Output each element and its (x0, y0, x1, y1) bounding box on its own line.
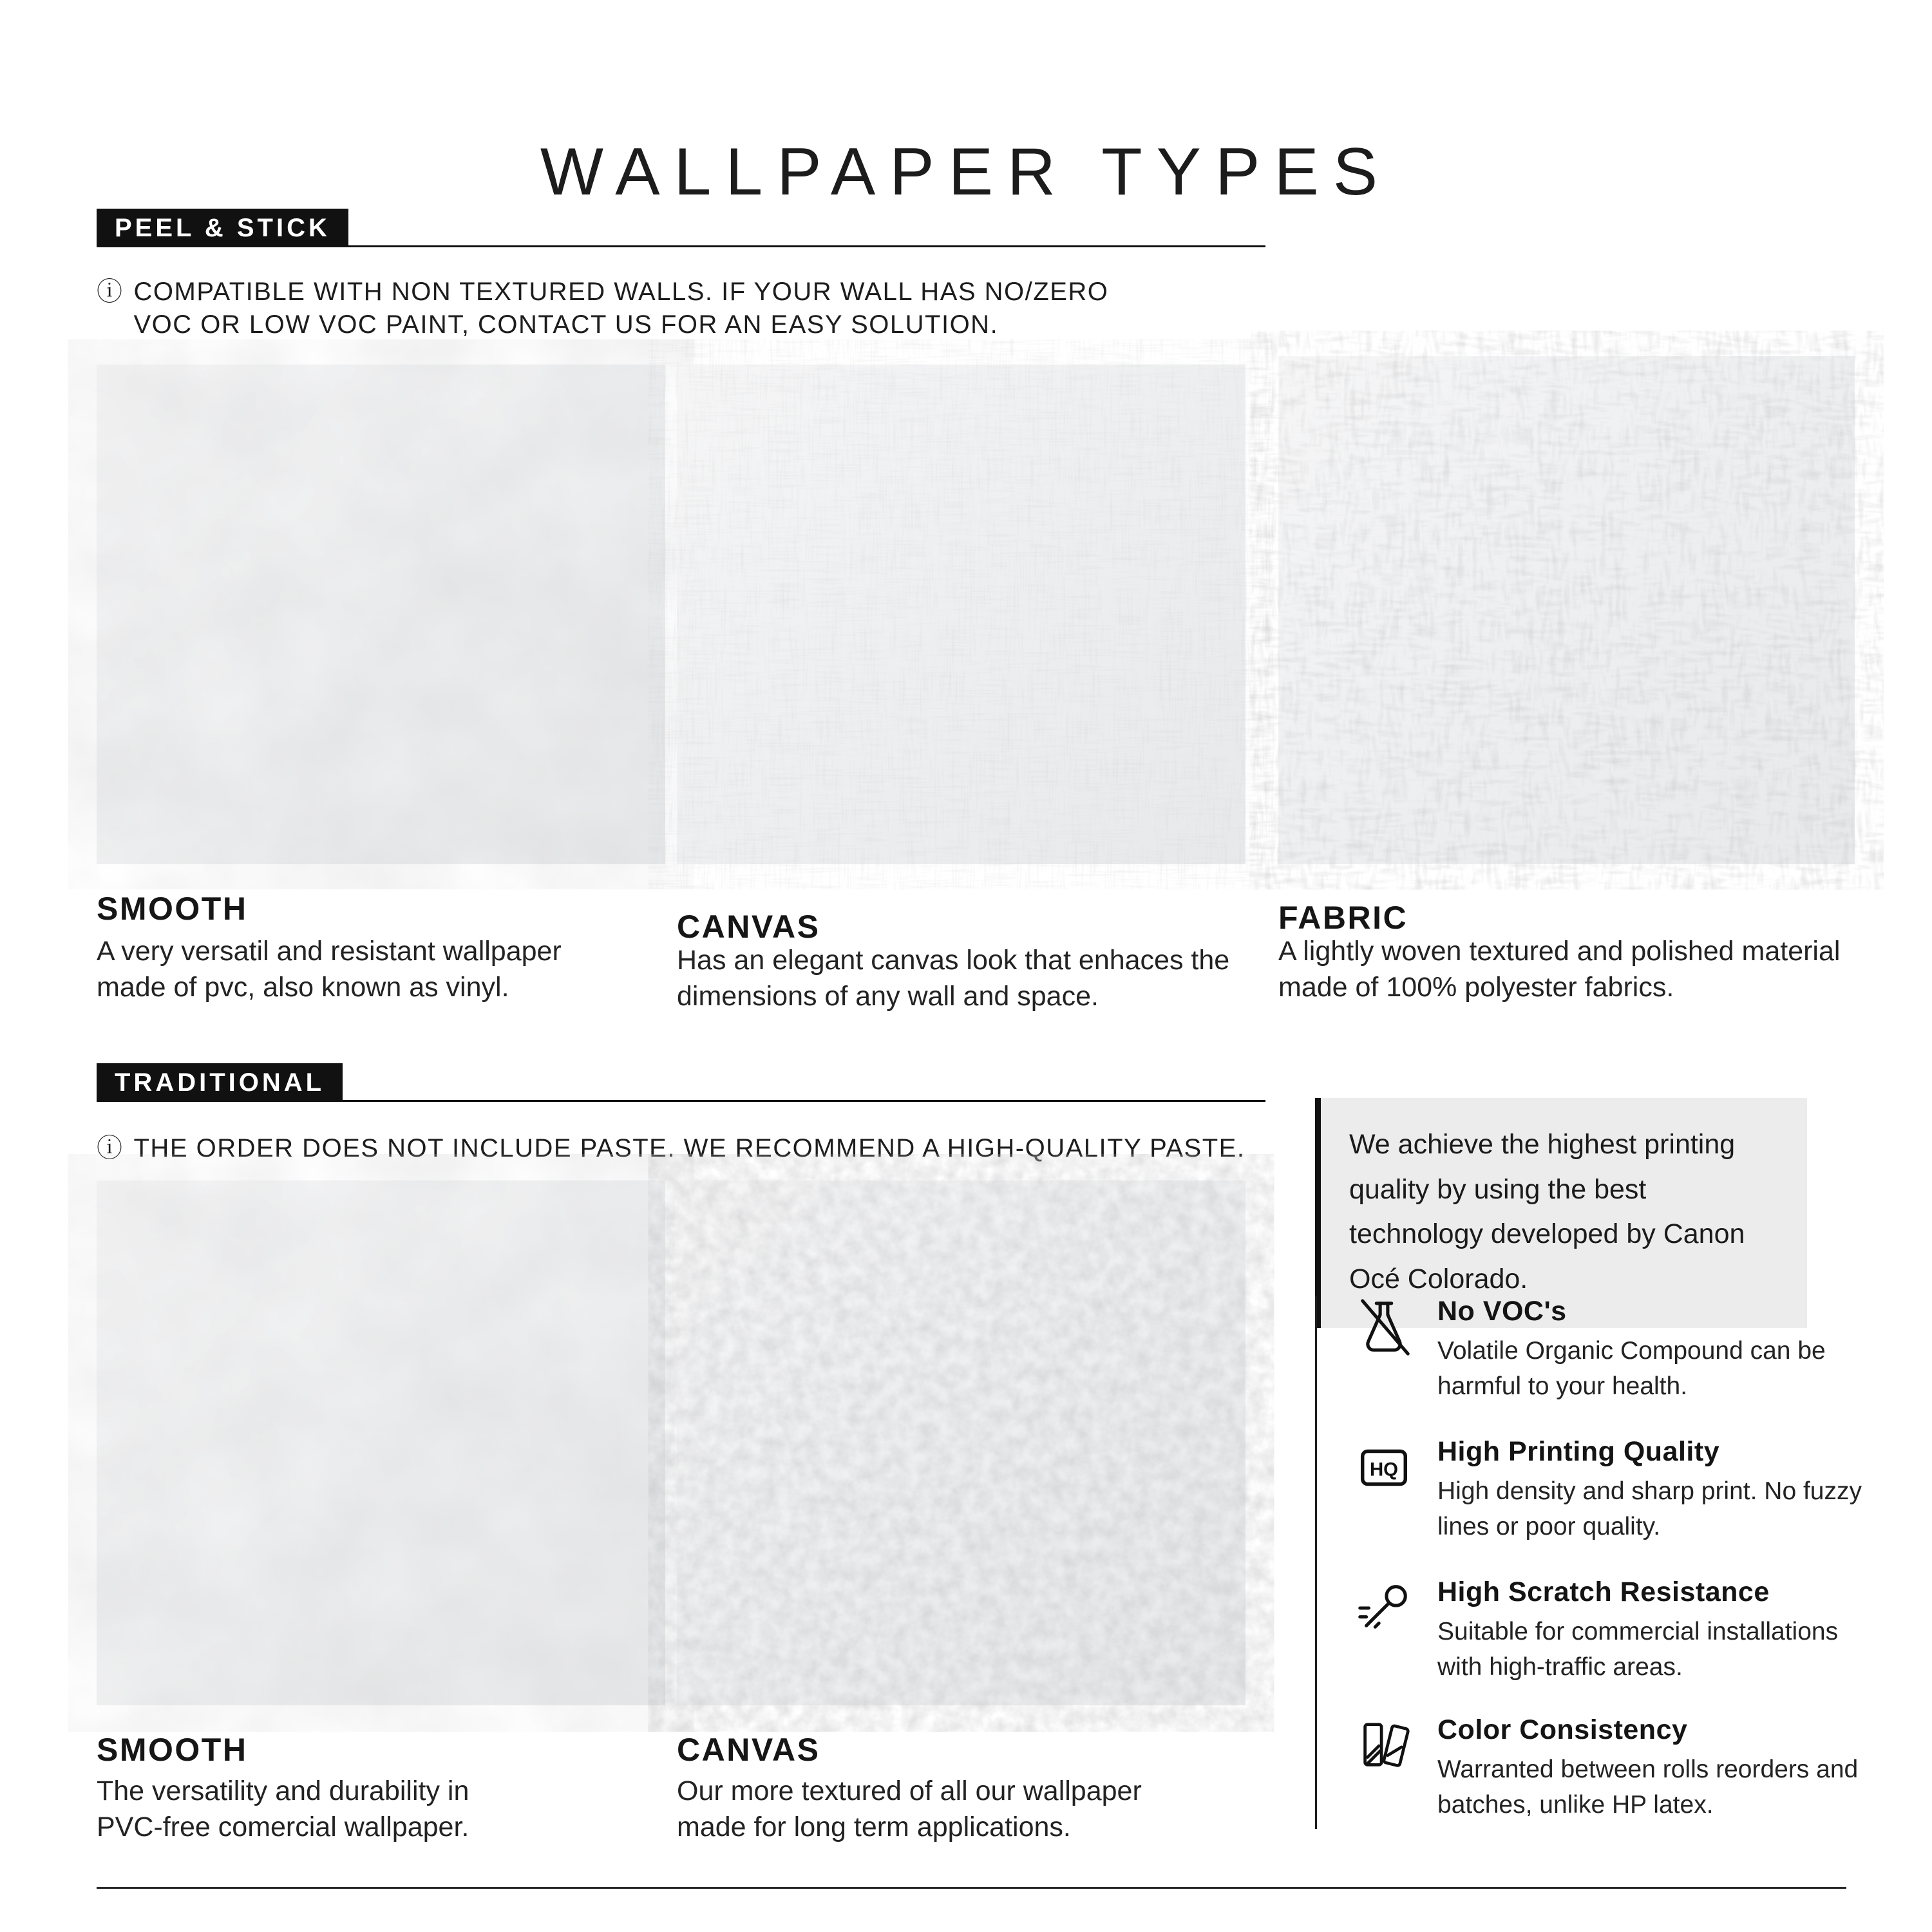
section-label-peel-stick: PEEL & STICK (97, 209, 348, 247)
feature-high-printing-quality (1354, 1436, 1889, 1544)
feature-title: High Printing Quality (1437, 1436, 1720, 1467)
swatch-image-peel-smooth (97, 365, 665, 864)
hq-badge-icon (1354, 1437, 1414, 1498)
swatch-description-traditional-canvas: Our more textured of all our wallpaper made for long term applications. (677, 1776, 1142, 1842)
info-icon: ⓘ (97, 278, 124, 306)
swatch-name-peel-fabric: FABRIC (1278, 900, 1408, 936)
feature-description: High density and sharp print. No fuzzy lines or poor quality. (1437, 1477, 1862, 1540)
peel-stick-note (97, 276, 1108, 341)
traditional-note-line: THE ORDER DOES NOT INCLUDE PASTE. WE RECOMMEND A HIGH-QUALITY PASTE. (133, 1134, 1245, 1162)
section-label-traditional: TRADITIONAL (97, 1063, 343, 1102)
feature-text (1437, 1296, 1889, 1404)
feature-description: Suitable for commercial installations with high-traffic areas. (1437, 1618, 1839, 1681)
swatch-description-peel-smooth: A very versatil and resistant wallpaper made of pvc, also known as vinyl. (97, 936, 562, 1003)
swatch-name-peel-canvas: CANVAS (677, 909, 820, 945)
bottom-divider-rule (97, 1887, 1846, 1889)
key-scratch-icon (1354, 1578, 1414, 1638)
feature-description: Volatile Organic Compound can be harmful to your health. (1437, 1337, 1826, 1400)
printing-quality-callout: We achieve the highest printing quality by using the best technology developed by Canon Océ Colorado. (1315, 1098, 1807, 1328)
info-icon: ⓘ (97, 1134, 124, 1162)
page-title: WALLPAPER TYPES (540, 134, 1392, 209)
swatch-description-peel-canvas: Has an elegant canvas look that enhaces the dimensions of any wall and space. (677, 945, 1230, 1012)
swatch-name-peel-smooth: SMOOTH (97, 891, 248, 927)
swatch-image-peel-fabric (1278, 356, 1855, 864)
swatch-description-peel-fabric: A lightly woven textured and polished material made of 100% polyester fabrics. (1278, 936, 1841, 1003)
section-header-peel-stick (97, 209, 1265, 247)
features-divider-rule (1315, 1296, 1317, 1829)
swatch-image-traditional-canvas (677, 1180, 1245, 1705)
feature-color-consistency (1354, 1714, 1889, 1823)
peel-stick-note-line2: VOC OR LOW VOC PAINT, CONTACT US FOR AN EASY SOLUTION. (133, 310, 999, 339)
traditional-note-text (134, 1132, 1245, 1165)
feature-text (1437, 1714, 1889, 1823)
swatch-name-traditional-smooth: SMOOTH (97, 1732, 248, 1768)
feature-description: Warranted between rolls reorders and batches, unlike HP latex. (1437, 1756, 1859, 1819)
feature-title: High Scratch Resistance (1437, 1577, 1770, 1607)
color-swatches-icon (1354, 1716, 1414, 1776)
section-header-traditional (97, 1063, 1265, 1102)
traditional-note (97, 1132, 1245, 1165)
feature-text (1437, 1436, 1889, 1544)
swatch-description-traditional-smooth: The versatility and durability in PVC-free comercial wallpaper. (97, 1776, 469, 1842)
feature-title: Color Consistency (1437, 1714, 1688, 1745)
peel-stick-note-text (134, 276, 1109, 341)
no-voc-icon (1354, 1297, 1414, 1358)
feature-text (1437, 1577, 1889, 1685)
swatch-name-traditional-canvas: CANVAS (677, 1732, 820, 1768)
peel-stick-note-line1: COMPATIBLE WITH NON TEXTURED WALLS. IF YOUR WALL HAS NO/ZERO (133, 278, 1109, 306)
feature-title: No VOC's (1437, 1296, 1567, 1327)
svg-text:HQ: HQ (1369, 1459, 1399, 1481)
swatch-image-peel-canvas (677, 365, 1245, 864)
feature-no-voc (1354, 1296, 1889, 1404)
swatch-image-traditional-smooth (97, 1180, 665, 1705)
feature-high-scratch-resistance (1354, 1577, 1889, 1685)
